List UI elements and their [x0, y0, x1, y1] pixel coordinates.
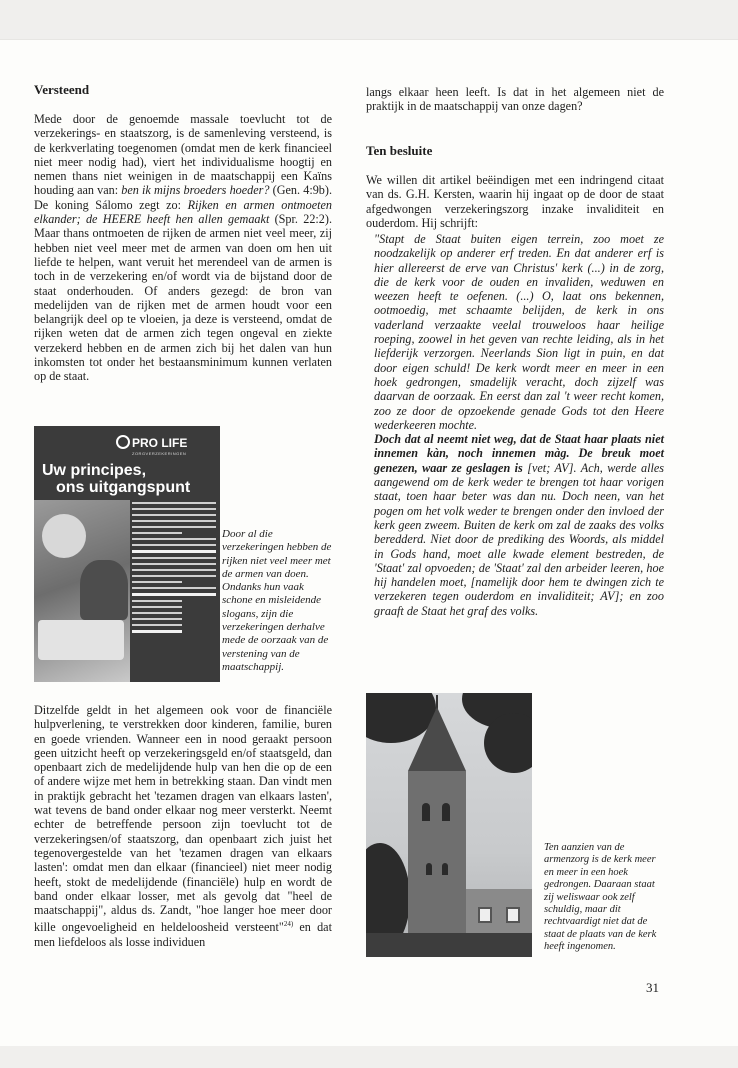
text-run: (Gen. 4:9b). De koning Sálomo zegt zo: — [34, 183, 332, 212]
church-tower-photo — [366, 693, 532, 957]
ad-caption: Door al die verzekeringen hebben de rijken niet veel meer met de armen van doen. Ondanks hun vaak schone en misleidende slogans, zijn die verzekeringen derhalve mede de oorzaak van de verstening van de maatschappij. — [222, 528, 332, 673]
quote-text: [vet; AV]. Ach, werde alles aangewend om de kerk weder te brengen tot haar vorigen staat, toen haar beter was dan nu. Doch neen, van het pogen om het volk weder te brengen onder den invloed der kerk geen zweem. Buiten de kerk om zal de zaaks des volks beredderd. Niet door de prediking des Woords, als middel in Gods hand, moet alle kwade element bestreden, de 'Staat' zal opvoeden; de 'Staat' zal den arbeider leeren, hoe hij handelen moet, [namelijk door hem te dwingen zich te verzekeren tegen ouderdom en invaliditeit; AV]; en zoo graaft de Staat het graf des volks. — [374, 460, 665, 618]
bottom-margin — [0, 1046, 738, 1068]
ad-title — [42, 462, 190, 496]
footnote-ref: 24) — [283, 920, 294, 929]
paragraph-financiele-hulp — [34, 703, 332, 949]
section-heading-ten-besluite: Ten besluite — [366, 143, 433, 158]
text-run: Ditzelfde geldt in het algemeen ook voor de financiële hulpverlening, te verstrekken door kinderen, familie, buren en goede vrienden. Wanneer een in nood geraakt persoon geen uitzicht heeft op verzekeringsgeld en/of staatsgeld, dan openbaart zich de medelijdende hulp van hen die op de een of andere wijze met hem in betrekking staan. Dan vindt men in praktijk gebracht het 'tezamen dragen van elkaars lasten', wat tevens de band onder elkaar nog meer versterkt. Neemt echter de betreffende persoon zijn toevlucht tot de verzekeringsen/of staatszorg, dan openbaart zich juist het tegenovergestelde van het 'tezamen dragen van elkaars lasten': omdat men dan elkaar (financieel) niet meer nodig heeft, stokt de medelijdende (financiële) hulp en wordt de band onder elkaar losser, met als gevolg dat "heel de maatschappij", aldus ds. Zandt, "hoe langer hoe meer door kille ongevoeligheid en heldeloosheid versteent" — [34, 703, 332, 935]
paragraph-continuation: langs elkaar heen leeft. Is dat in het algemeen niet de praktijk in de maatschappij van onze dagen? — [366, 85, 664, 114]
italic-quote: ben ik mijns broeders hoeder? — [121, 183, 270, 198]
ad-title-line: ons uitgangspunt — [56, 479, 191, 496]
text-run: Mede door de genoemde massale toevlucht tot de verzekerings- en staatszorg, is de samenleving versteend, is de kerkverlating toegenomen (omdat men de kerk financieel niet meer nodig had), viert het individualisme hoogtij en nemen thans niet weinigen in de maatschappij een Kaïns houding aan van: — [34, 112, 332, 198]
quote-bold-text: Doch dat al neemt niet weg, dat de Staat haar plaats niet innemen kàn, noch innemen màg. De breuk moet genezen, waar ze geslagen is — [374, 432, 664, 475]
page-number: 31 — [646, 980, 659, 995]
ad-title-line: Uw principes, — [42, 462, 147, 479]
kersten-quote — [374, 232, 664, 618]
paragraph-citaat-intro: We willen dit artikel beëindigen met een indringend citaat van ds. G.H. Kersten, waarin hij ingaat op de door de staat afgedwongen verzekeringszorg inzake invaliditeit en ouderdom. Hij schrijft: — [366, 173, 664, 230]
italic-quote: Rijken en armen ontmoeten elkander; de HEERE heeft hen allen gemaakt — [34, 197, 332, 227]
quote-text: "Stapt de Staat buiten eigen terrein, zoo moet ze noodzakelijk op anderer erf treden. En dat anderer erf is hier allereerst de erve van Christus' kerk (...) in de zorg, die de kerk voor de ouden en invaliden, weduwen en weezen heeft te oefenen. (...) O, laat ons bekennen, ootmoedig, met schaamte belijden, de kerk in ons vaderland verzaakte veelal trouweloos haar heilige roeping, zoowel in het geven van rechte leiding, als in het liefderijk verzorgen. Neerlands Sion ligt in puin, en dat door eigen schuld! De kerk wordt meer en meer in een hoek gedrongen, smadelijk veracht, doch zijzelf was daarvan de oorzaak. En eerst dan zal 't weer recht komen, zoo ze door de opzoekende genade Gods tot den Heere wederkeeren mochte. — [374, 232, 664, 432]
ad-body-text-lines — [132, 502, 216, 637]
left-column — [34, 82, 332, 384]
church-caption: Ten aanzien van de armenzorg is de kerk meer en meer in een hoek gedrongen. Daaraan staat zij weliswaar ook zelf schuldig, maar dit rechtvaardigt niet dat de staat de plaats van de kerk heeft ingenomen. — [544, 842, 657, 953]
text-run: (Spr. 22:2). Maar thans ontmoeten de rijken de armen niet veel meer, zij hebben niet veel meer met de armen van doen om hen uit liefde te helpen, want veruit het merendeel van de armen is toch in de verzekering en/of wordt via de bijstand door de staat onderhouden. Of anders gezegd: de bron van medelijden van de rijken met de armen houdt voor een belangrijk deel op te vloeien, ja deze is versteend, omdat de rijken weten dat de armen zich tegen ongeval en ziekte verzekerd hebben en de armen zich bij het dalen van hun inkomsten tot onder het bestaansminimum kunnen verlaten op de staat. — [34, 212, 332, 384]
ad-logo-subtext: ZORGVERZEKERINGEN — [132, 451, 187, 456]
ad-family-photo — [34, 500, 130, 682]
section-heading-versteend: Versteend — [34, 82, 90, 97]
ad-logo-text: PRO LIFE — [132, 436, 188, 450]
paragraph-versteend — [34, 112, 332, 384]
text-run: en dat men liefdeloos als losse individuen — [34, 920, 332, 949]
pro-life-logo-icon — [116, 435, 130, 449]
pro-life-ad-image — [34, 426, 220, 682]
top-margin — [0, 0, 738, 40]
